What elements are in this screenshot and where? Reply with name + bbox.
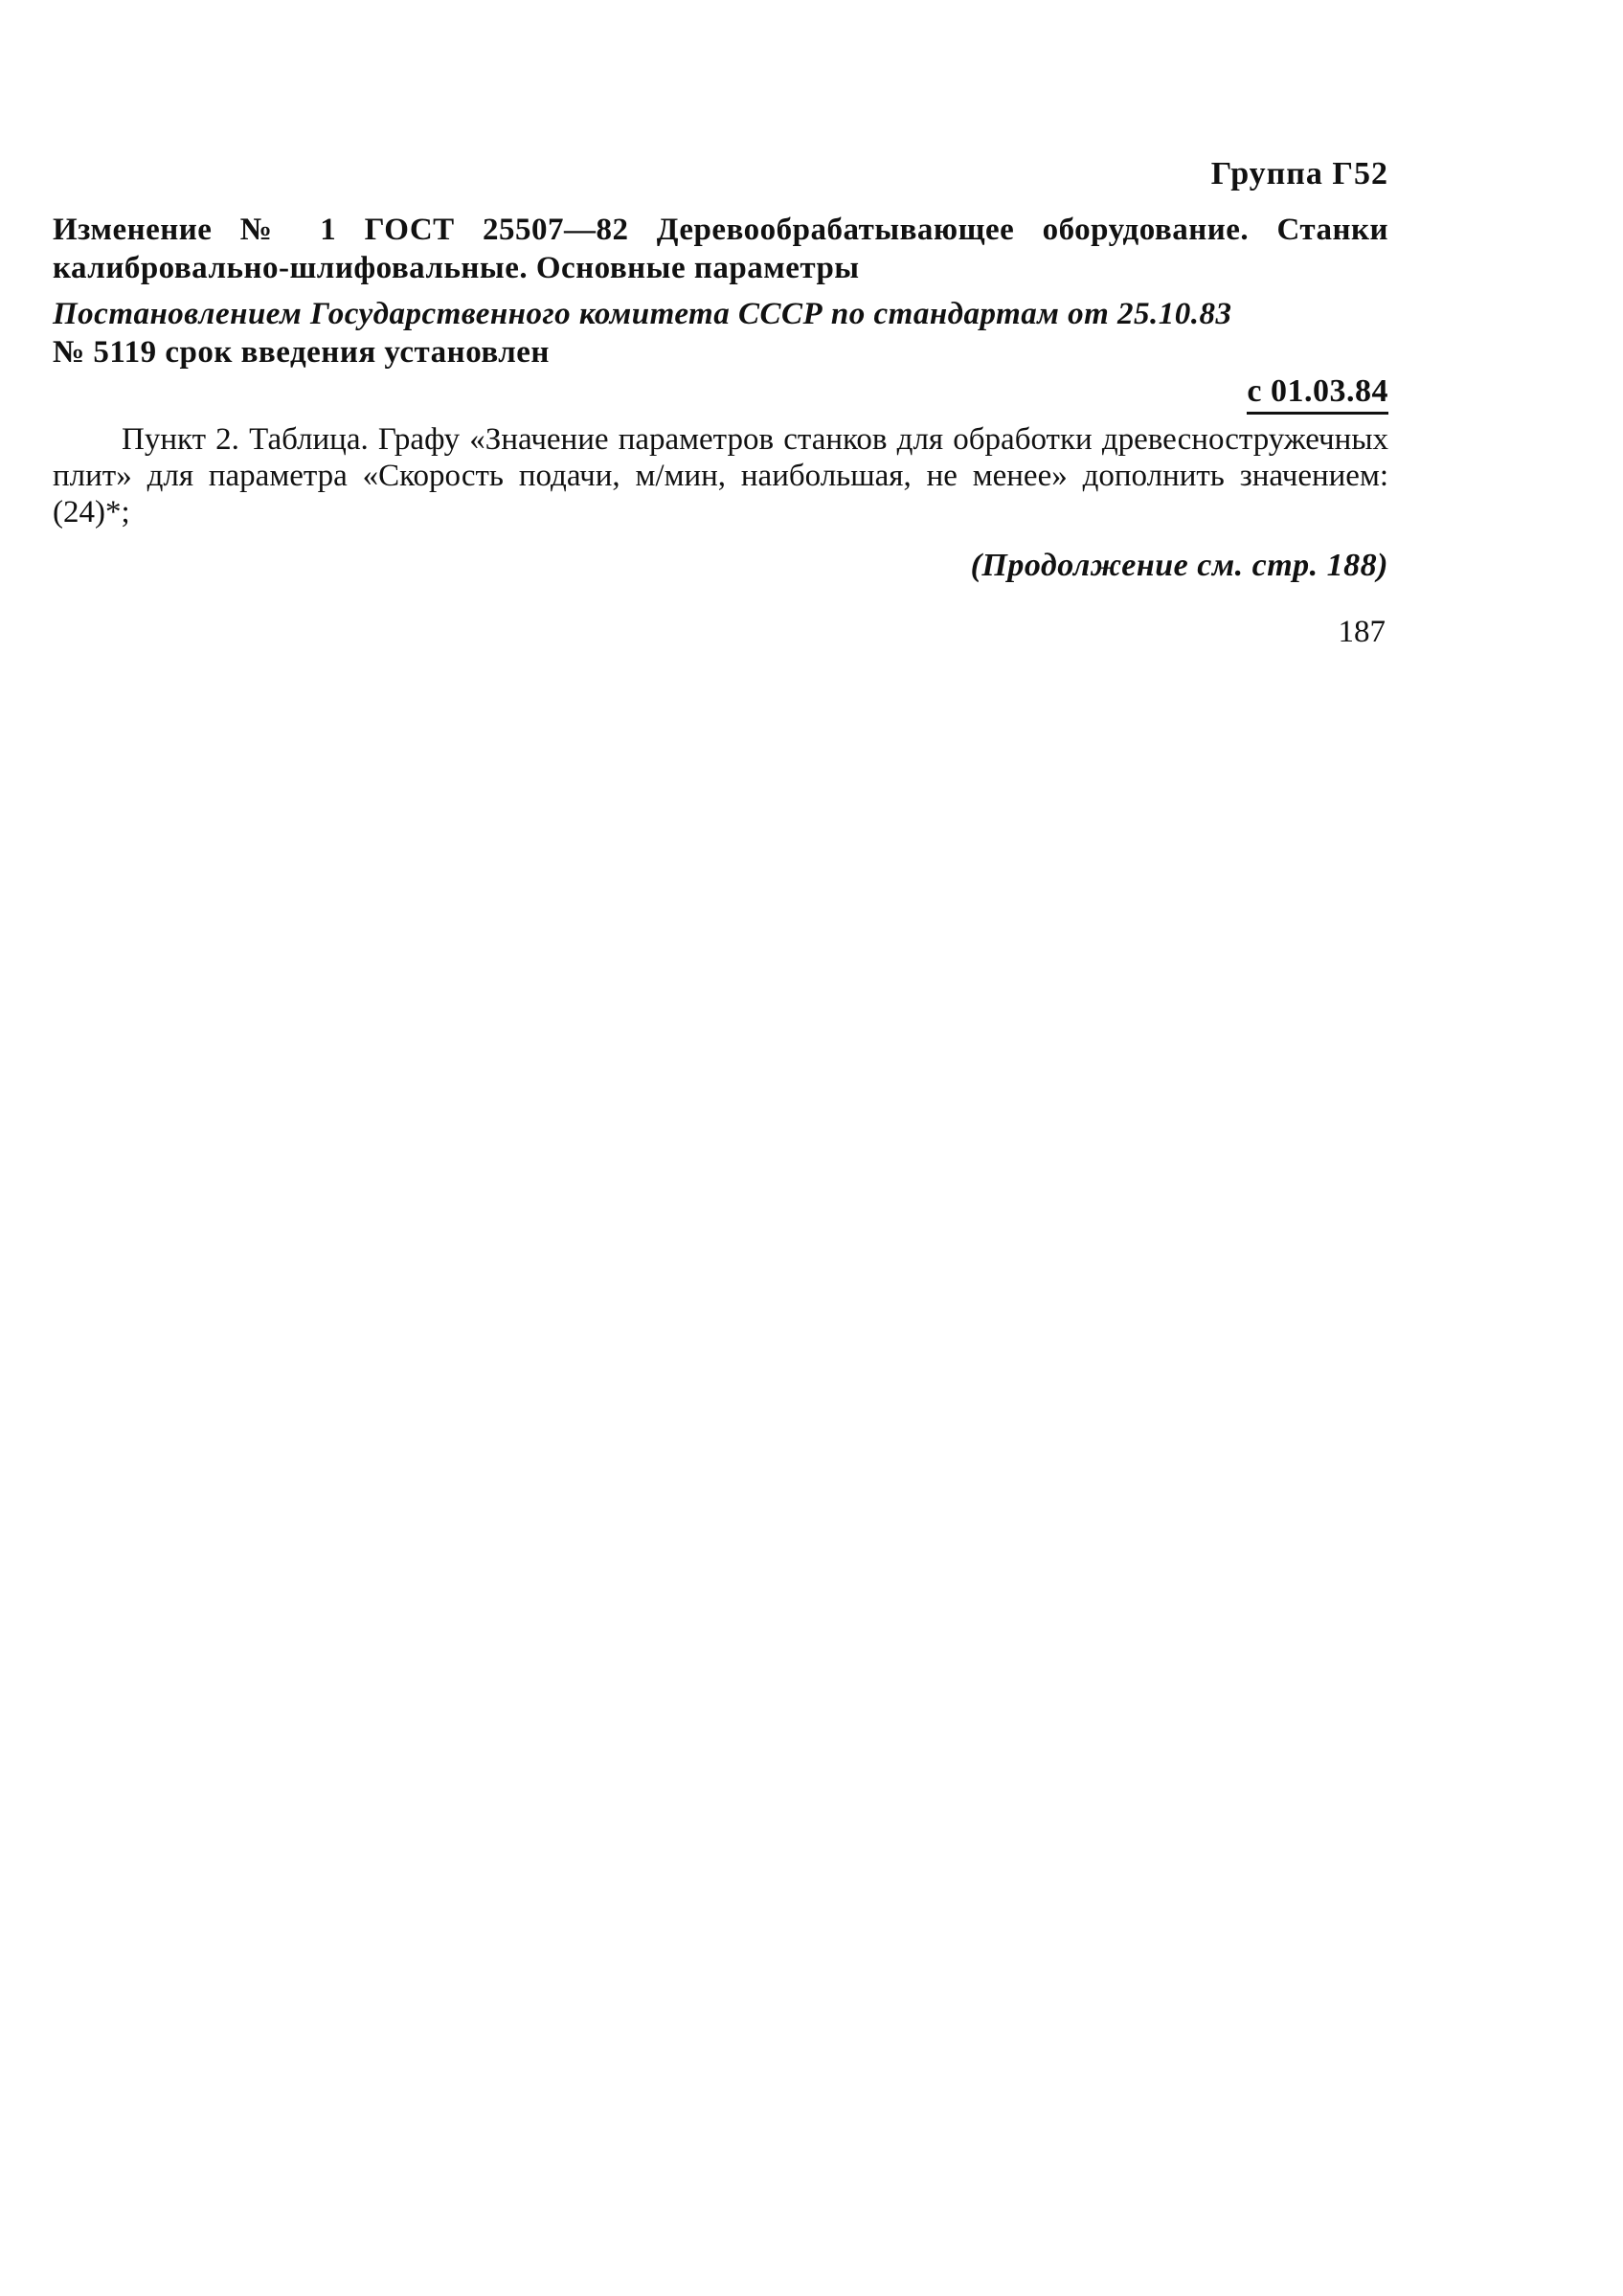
- decree-text: [53, 295, 1388, 371]
- document-title: Изменение № 1 ГОСТ 25507—82 Деревообрабатывающее оборудование. Станки калибровально-шлифовальные. Основные параметры: [53, 213, 1388, 285]
- page-number: 187: [1338, 615, 1386, 649]
- group-label: Группа Г52: [1210, 156, 1388, 191]
- body-paragraph: Пункт 2. Таблица. Графу «Значение параметров станков для обработки древесностружечных плит» для параметра «Скорость подачи, м/мин, наибольшая, не менее» дополнить значением: (24)*;: [53, 422, 1388, 529]
- decree-text-part2: № 5119 срок введения установлен: [53, 335, 550, 370]
- continuation-note: (Продолжение см. стр. 188): [970, 548, 1388, 583]
- decree-text-part1: Постановлением Государственного комитета СССР по стандартам от 25.10.83: [53, 297, 1232, 331]
- effective-date: с 01.03.84: [1247, 373, 1388, 415]
